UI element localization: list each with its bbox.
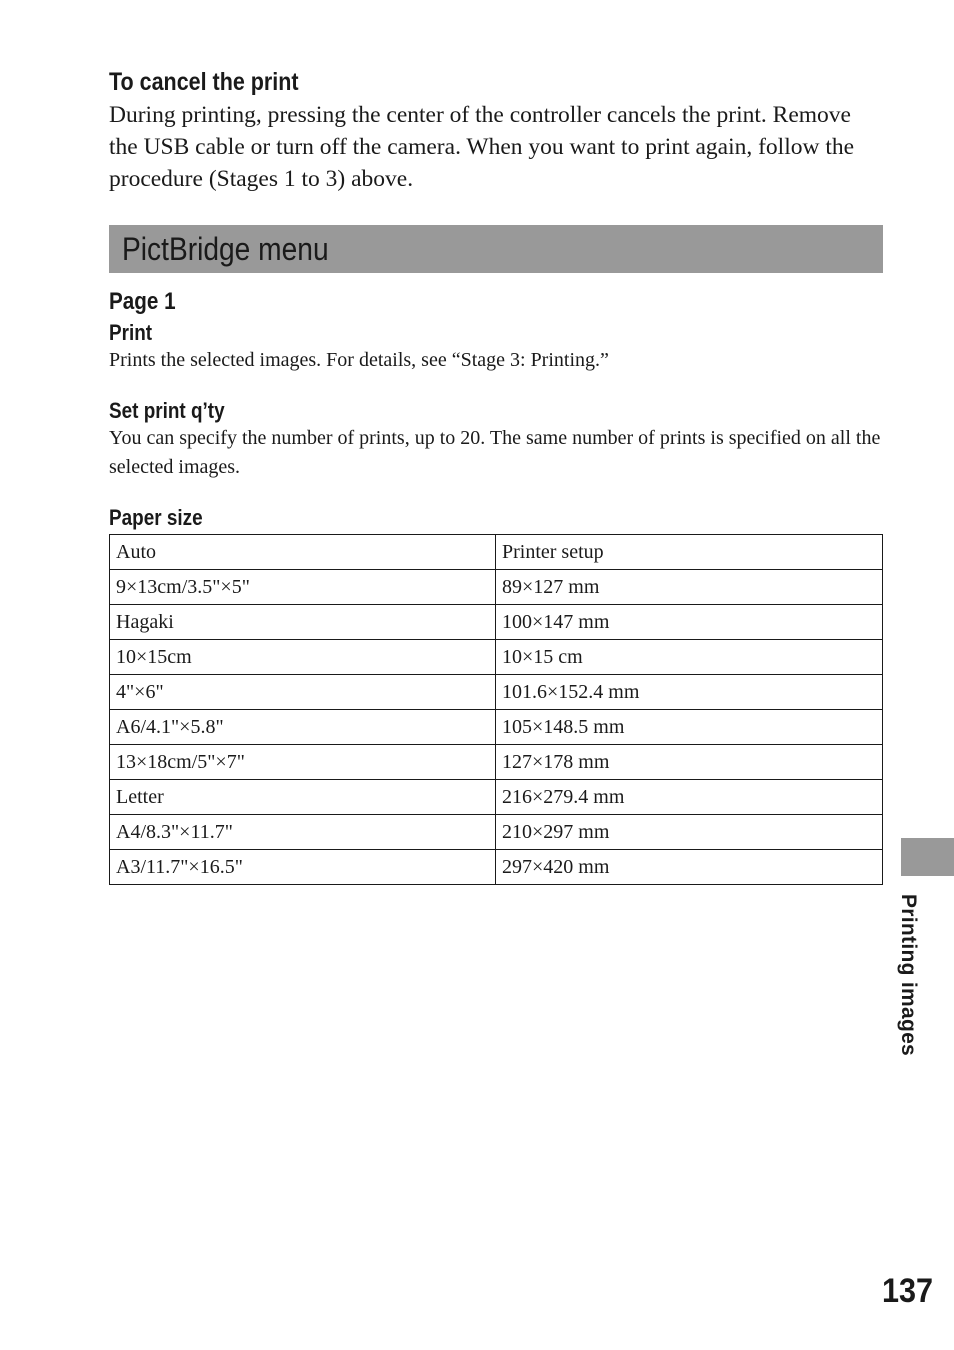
chapter-label: Printing images [897, 894, 920, 1057]
paper-size-name: Auto [110, 535, 496, 570]
paper-size-dimension: 297×420 mm [496, 850, 883, 885]
paper-size-table [109, 534, 883, 885]
paper-size-name: A6/4.1"×5.8" [110, 710, 496, 745]
paper-size-name: 4"×6" [110, 675, 496, 710]
section-header-bar [109, 225, 883, 273]
chapter-tab [901, 838, 954, 876]
paper-size-name: A3/11.7"×16.5" [110, 850, 496, 885]
paper-size-dimension: 100×147 mm [496, 605, 883, 640]
print-heading: Print [109, 320, 153, 345]
cancel-heading: To cancel the print [109, 68, 299, 96]
page1-heading: Page 1 [109, 288, 176, 315]
paper-size-dimension: 216×279.4 mm [496, 780, 883, 815]
paper-size-name: 10×15cm [110, 640, 496, 675]
table-row [110, 850, 883, 885]
table-row [110, 745, 883, 780]
cancel-text: During printing, pressing the center of the controller cancels the print. Remove the USB cable or turn off the camera. When you want to print again, follow the procedure (Stages 1 to 3) above. [109, 102, 855, 192]
qty-heading: Set print q’ty [109, 398, 225, 423]
paper-size-dimension: 210×297 mm [496, 815, 883, 850]
table-row [110, 605, 883, 640]
paper-size-name: Hagaki [110, 605, 496, 640]
paper-size-dimension: 10×15 cm [496, 640, 883, 675]
table-row [110, 780, 883, 815]
paper-size-name: A4/8.3"×11.7" [110, 815, 496, 850]
section-title: PictBridge menu [122, 231, 329, 267]
print-text: Prints the selected images. For details, see “Stage 3: Printing.” [109, 349, 609, 371]
paper-size-dimension: 89×127 mm [496, 570, 883, 605]
paper-size-dimension: Printer setup [496, 535, 883, 570]
qty-text: You can specify the number of prints, up to 20. The same number of prints is specified on all the selected images. [109, 427, 881, 478]
table-row [110, 815, 883, 850]
table-row [110, 570, 883, 605]
paper-size-name: 13×18cm/5"×7" [110, 745, 496, 780]
paper-size-name: 9×13cm/3.5"×5" [110, 570, 496, 605]
paper-size-name: Letter [110, 780, 496, 815]
table-row [110, 535, 883, 570]
table-row [110, 640, 883, 675]
page-number: 137 [882, 1272, 934, 1310]
paper-size-dimension: 101.6×152.4 mm [496, 675, 883, 710]
table-row [110, 675, 883, 710]
table-row [110, 710, 883, 745]
paper-heading: Paper size [109, 505, 203, 530]
paper-size-dimension: 127×178 mm [496, 745, 883, 780]
paper-size-dimension: 105×148.5 mm [496, 710, 883, 745]
